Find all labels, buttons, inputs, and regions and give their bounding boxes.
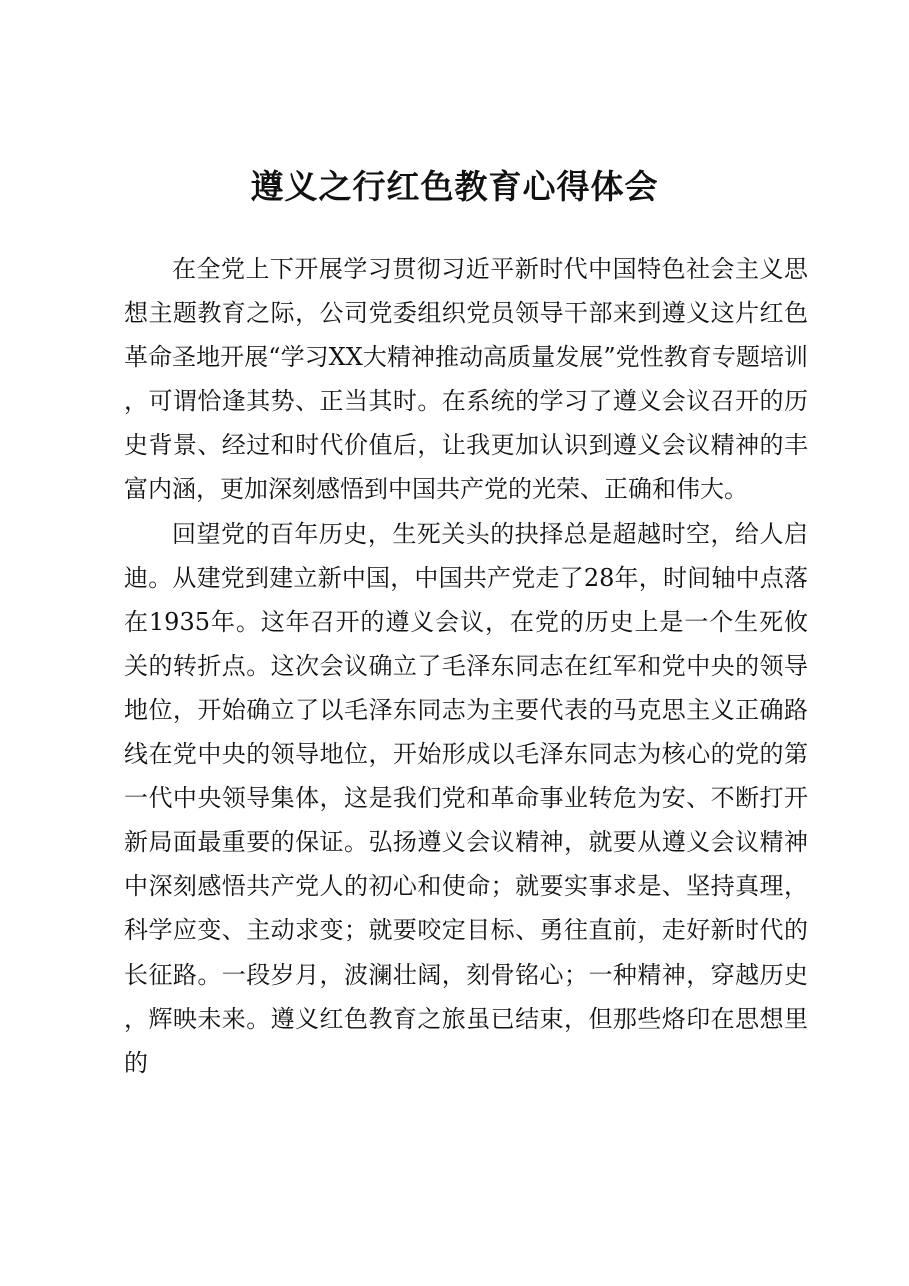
paragraph-1: 在全党上下开展学习贯彻习近平新时代中国特色社会主义思想主题教育之际，公司党委组织党员领导干部来到遵义这片红色革命圣地开展“学习XX大精神推动高质量发展”党性教育专题培训，可谓恰逢其势、正当其时。在系统的学习了遵义会议召开的历史背景、经过和时代价值后，让我更加认识到遵义会议精神的丰富内涵，更加深刻感悟到中国共产党的光荣、正确和伟大。	[124, 255, 808, 504]
document-title: 遵义之行红色教育心得体会	[250, 167, 659, 206]
document-body	[124, 247, 808, 1085]
paragraph-2: 回望党的百年历史，生死关头的抉择总是超越时空，给人启迪。从建党到建立新中国，中国共产党走了28年，时间轴中点落在1935年。这年召开的遵义会议，在党的历史上是一个生死攸关的转折点。这次会议确立了毛泽东同志在红军和党中央的领导地位，开始确立了以毛泽东同志为主要代表的马克思主义正确路线在党中央的领导地位，开始形成以毛泽东同志为核心的党的第一代中央领导集体，这是我们党和革命事业转危为安、不断打开新局面最重要的保证。弘扬遵义会议精神，就要从遵义会议精神中深刻感悟共产党人的初心和使命；就要实事求是、坚持真理，科学应变、主动求变；就要咬定目标、勇往直前，走好新时代的长征路。一段岁月，波澜壮阔，刻骨铭心；一种精神，穿越历史，辉映未来。遵义红色教育之旅虽已结束，但那些烙印在思想里的	[124, 519, 808, 1077]
